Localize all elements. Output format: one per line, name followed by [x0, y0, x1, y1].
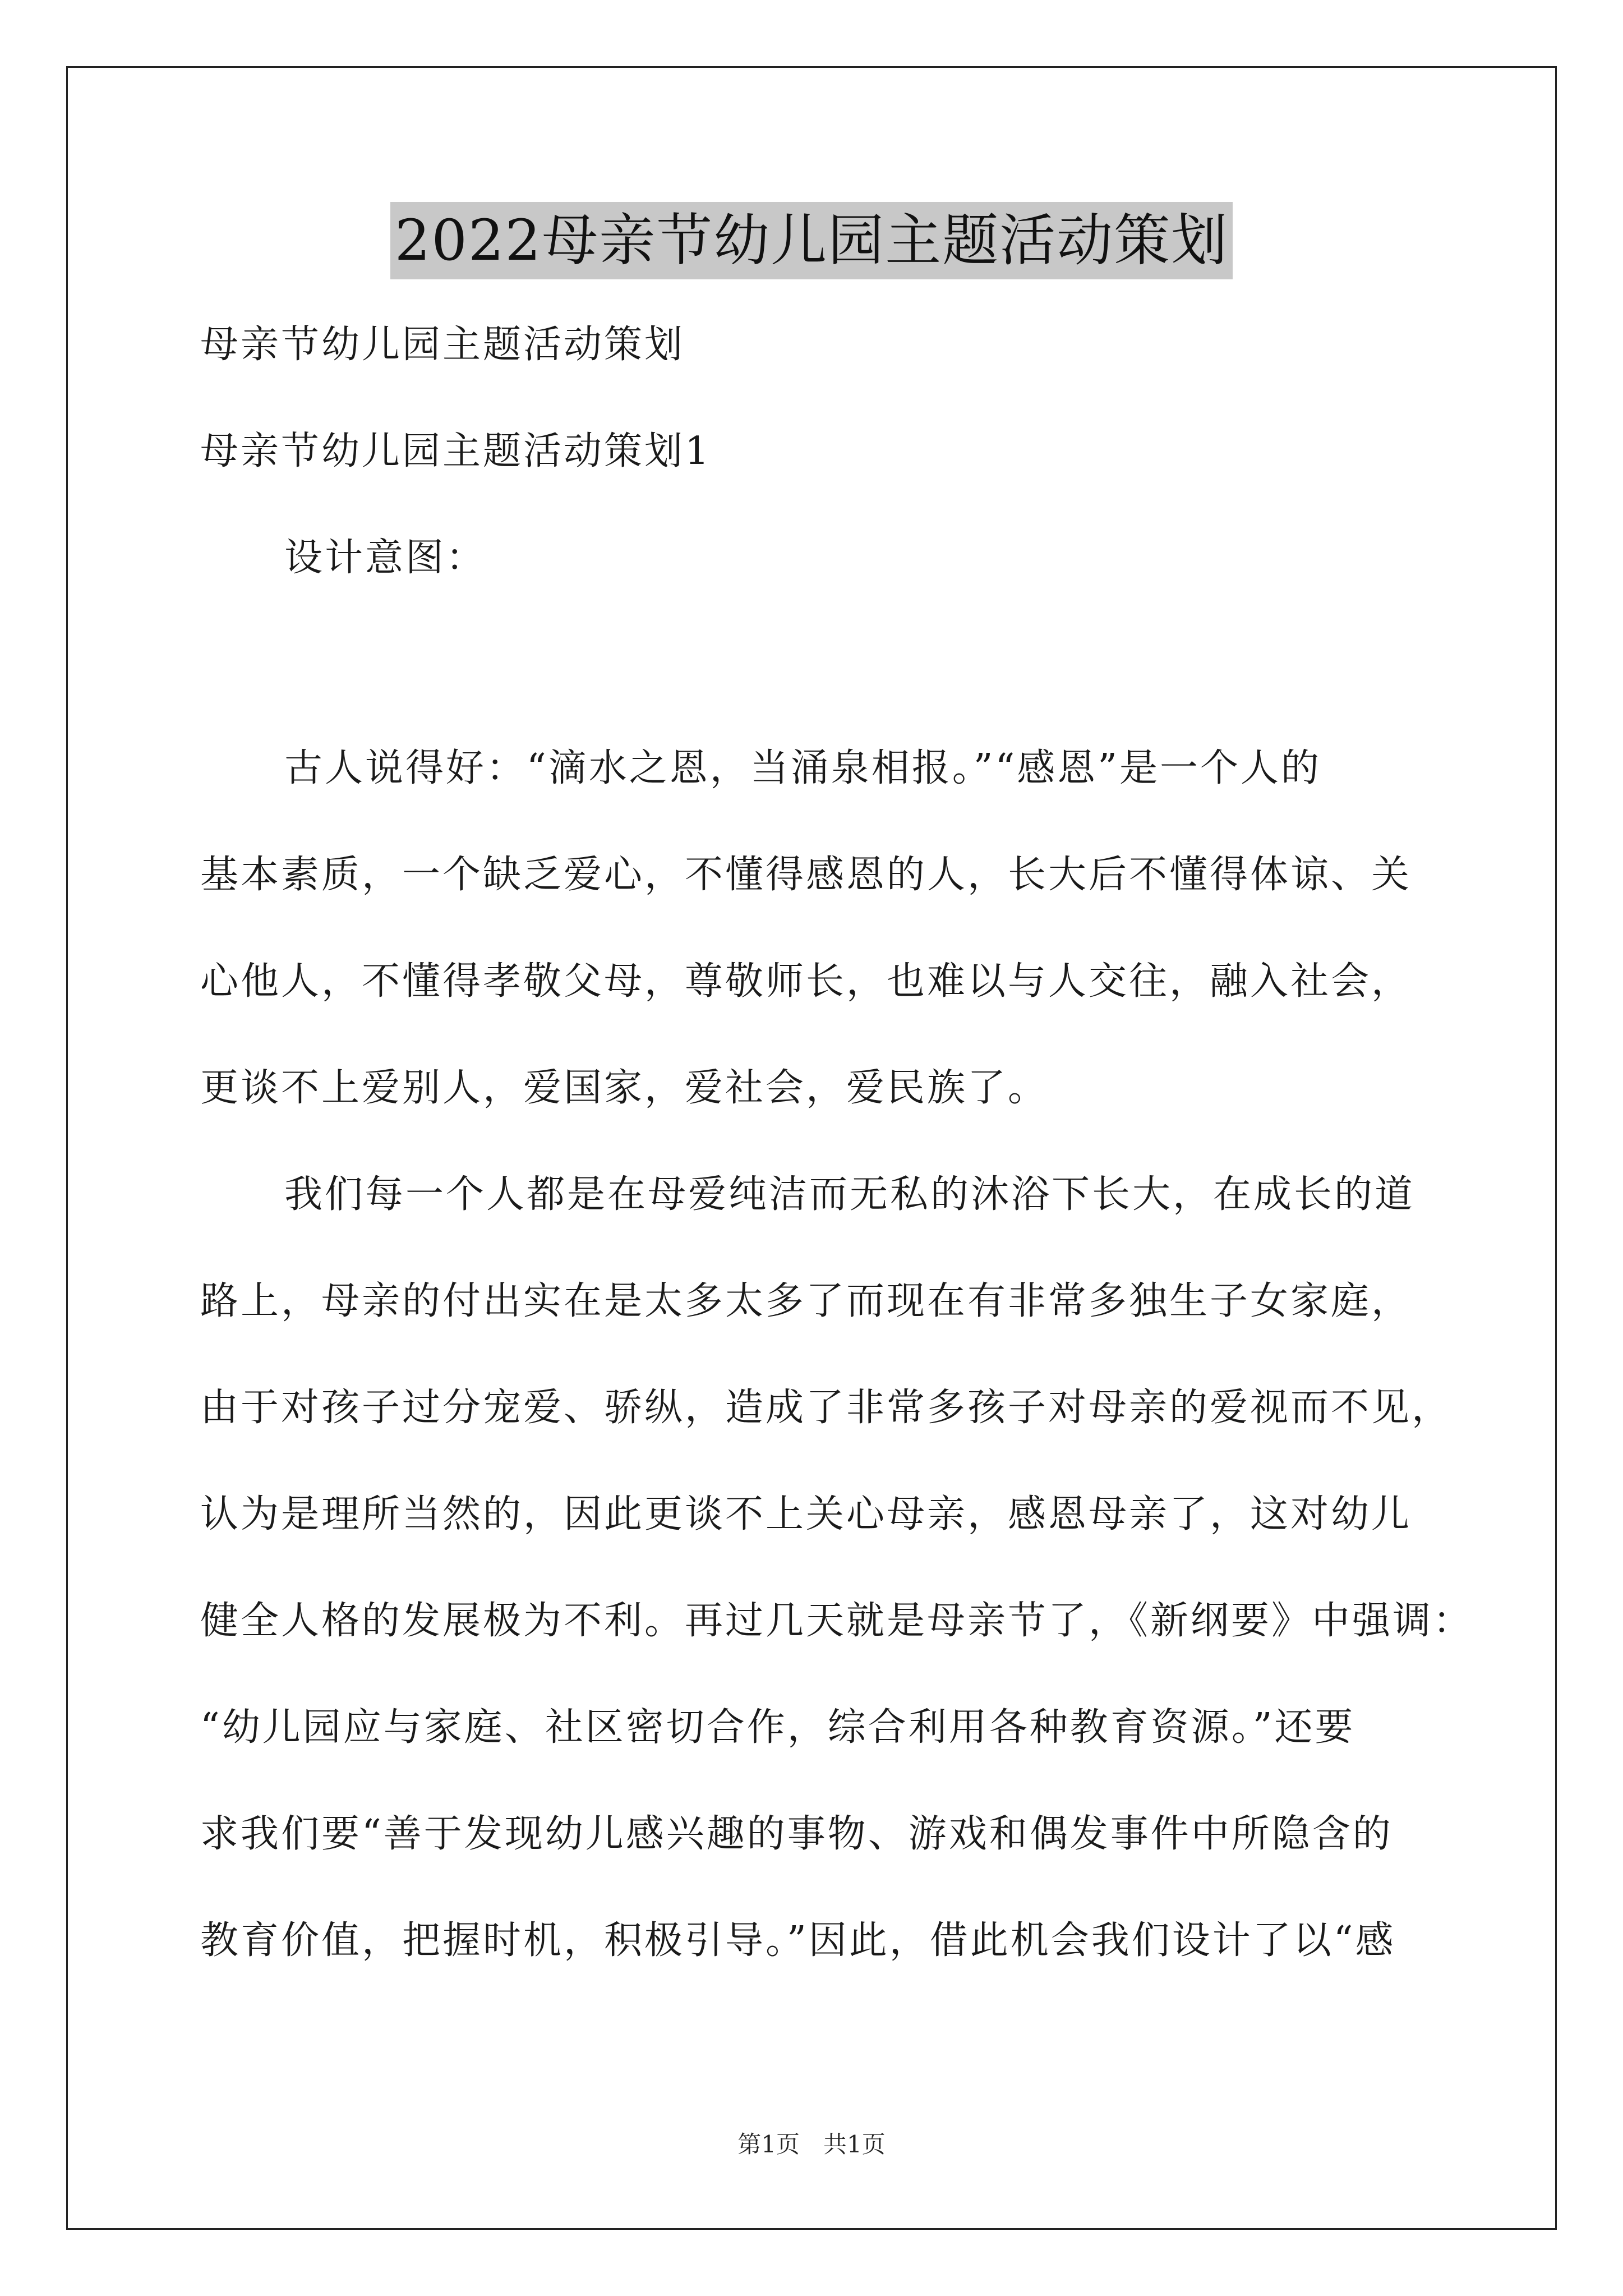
paragraph-line: 基本素质，一个缺乏爱心，不懂得感恩的人，长大后不懂得体谅、关 [200, 853, 1412, 897]
paragraph-line: 健全人格的发展极为不利。再过几天就是母亲节了，《新纲要》中强调： [200, 1599, 1474, 1643]
page-footer: 第1页 共1页 [737, 2131, 886, 2158]
paragraph-line: 古人说得好：“滴水之恩，当涌泉相报。”“感恩”是一个人的 [284, 746, 1322, 790]
paragraph-line: 心他人，不懂得孝敬父母，尊敬师长，也难以与人交往，融入社会， [200, 959, 1412, 1004]
paragraph-line: 由于对孩子过分宠爱、骄纵，造成了非常多孩子对母亲的爱视而不见， [200, 1386, 1453, 1430]
section-heading: 母亲节幼儿园主题活动策划1 [200, 429, 712, 473]
document-title: 2022母亲节幼儿园主题活动策划 [390, 202, 1233, 279]
paragraph-line: “幼儿园应与家庭、社区密切合作，综合利用各种教育资源。”还要 [200, 1705, 1355, 1750]
paragraph-line: 教育价值，把握时机，积极引导。”因此，借此机会我们设计了以“感 [200, 1918, 1396, 1963]
paragraph-heading: 设计意图： [284, 536, 487, 580]
title-container [0, 202, 1623, 279]
paragraph-line: 路上，母亲的付出实在是太多太多了而现在有非常多独生子女家庭， [200, 1279, 1412, 1323]
paragraph-line: 求我们要“善于发现幼儿感兴趣的事物、游戏和偶发事件中所隐含的 [200, 1812, 1393, 1856]
subtitle-line: 母亲节幼儿园主题活动策划 [200, 323, 685, 367]
page-border [66, 66, 1557, 2230]
paragraph-line: 更谈不上爱别人，爱国家，爱社会，爱民族了。 [200, 1066, 1049, 1110]
paragraph-line: 我们每一个人都是在母爱纯洁而无私的沐浴下长大，在成长的道 [284, 1172, 1415, 1217]
paragraph-line: 认为是理所当然的，因此更谈不上关心母亲，感恩母亲了，这对幼儿 [200, 1492, 1412, 1536]
